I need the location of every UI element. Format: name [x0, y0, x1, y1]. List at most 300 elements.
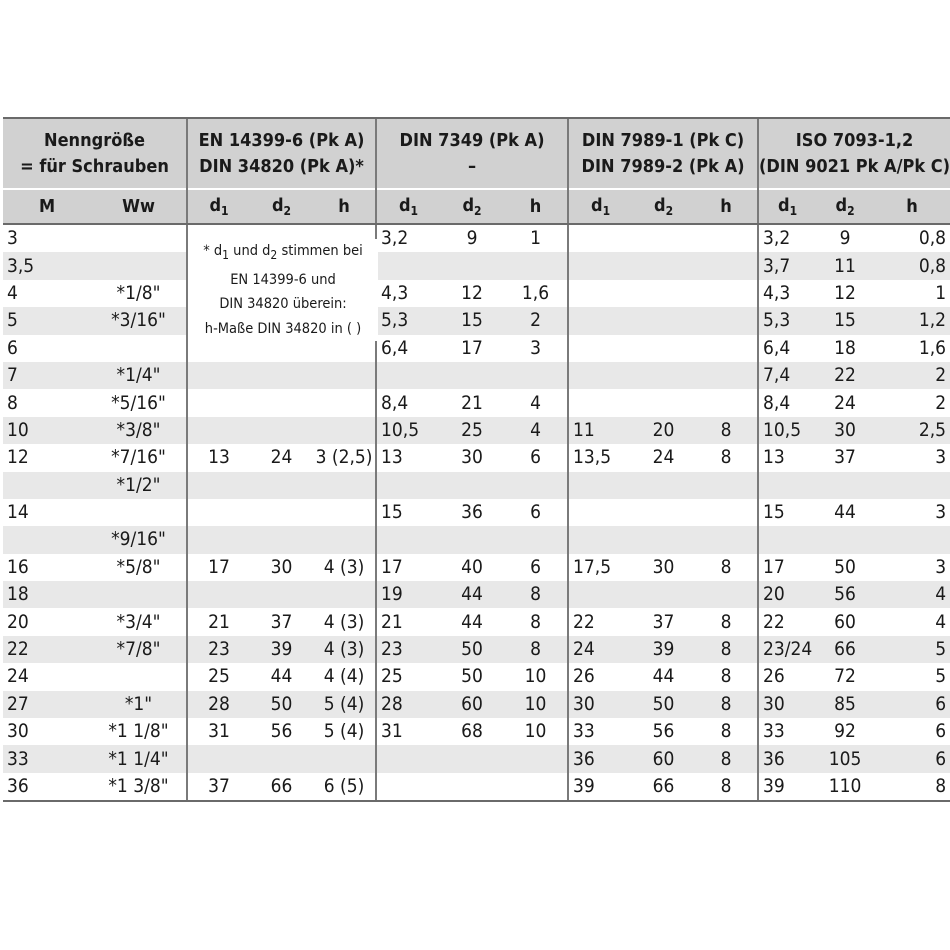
cell-din7989-h: [695, 472, 758, 499]
cell-din7989-d1: [568, 581, 632, 608]
cell-m: 5: [3, 307, 91, 334]
cell-iso-h: 4: [874, 581, 950, 608]
cell-din7989-d2: [632, 335, 695, 362]
cell-din7349-h: 4: [504, 417, 568, 444]
cell-din7989-h: 8: [695, 691, 758, 718]
cell-din7989-h: [695, 280, 758, 307]
cell-m: 36: [3, 773, 91, 801]
cell-iso-h: 3: [935, 446, 947, 469]
table-row: [3, 499, 950, 526]
table-row: [3, 362, 950, 389]
table-row: [3, 691, 950, 718]
cell-ww: *9/16": [91, 526, 187, 553]
cell-iso-h: 4: [935, 610, 947, 633]
cell-iso-d1: 22: [758, 608, 816, 635]
cell-en-d2: [250, 581, 313, 608]
table-row: [3, 417, 950, 444]
cell-en-d1: [187, 499, 250, 526]
cell-en-d1: 25: [187, 663, 250, 690]
cell-din7989-h: 8: [695, 417, 758, 444]
cell-iso-h: 3: [935, 501, 947, 524]
cell-din7349-h: 10: [524, 720, 547, 743]
cell-din7349-h: 3: [530, 336, 541, 359]
cell-iso-d1: 3,7: [758, 252, 816, 279]
cell-ww: [91, 663, 187, 690]
table-row: [3, 554, 950, 581]
cell-din7349-h: 1,6: [521, 281, 550, 304]
subheader-din7989-d1: $d_1$: [568, 189, 632, 224]
cell-iso-d2: 92: [834, 720, 856, 743]
cell-din7349-d2: 44: [461, 610, 483, 633]
cell-iso-h: 5: [874, 636, 950, 663]
cell-din7989-d1: [568, 224, 632, 252]
cell-din7989-d2: 56: [652, 720, 675, 743]
cell-m: 24: [7, 665, 29, 688]
cell-din7349-h: [504, 526, 568, 553]
cell-din7349-d2: 68: [461, 720, 483, 743]
cell-ww: [91, 224, 187, 252]
cell-m: 14: [7, 501, 29, 524]
cell-din7989-d2: [632, 526, 695, 553]
cell-iso-d2: 18: [834, 336, 856, 359]
cell-iso-d2: [816, 472, 874, 499]
washer-dimension-table: [3, 117, 950, 802]
cell-en-d2: 37: [270, 610, 293, 633]
cell-iso-h: 3: [935, 555, 947, 578]
table-row: [3, 608, 950, 635]
cell-din7349-h: 8: [504, 581, 568, 608]
cell-en-h: [313, 526, 376, 553]
cell-en-d2: [250, 362, 313, 389]
cell-ww: *5/16": [111, 391, 166, 414]
cell-din7989-h: 8: [695, 773, 758, 801]
cell-en-d1: [187, 417, 250, 444]
cell-en-d2: 66: [250, 773, 313, 801]
cell-din7989-d2: [632, 224, 695, 252]
cell-din7349-d1: 8,4: [376, 389, 440, 416]
cell-en-d2: [250, 499, 313, 526]
cell-en-d1: [187, 472, 250, 499]
cell-en-h: 4 (3): [313, 636, 376, 663]
cell-din7349-d1: 17: [376, 554, 440, 581]
cell-iso-d1: 13: [758, 444, 816, 471]
cell-din7349-d2: [440, 526, 504, 553]
cell-din7989-d1: 26: [568, 663, 632, 690]
table-row: [3, 718, 950, 745]
cell-en-d2: [250, 745, 313, 772]
cell-m: 3: [7, 227, 18, 250]
cell-en-d2: [250, 417, 313, 444]
cell-iso-d1: 39: [758, 773, 816, 801]
cell-din7349-d1: 4,3: [376, 280, 440, 307]
cell-iso-d1: 8,4: [758, 389, 816, 416]
cell-iso-d1: [758, 526, 816, 553]
cell-iso-d2: 66: [816, 636, 874, 663]
cell-iso-d1: 23/24: [758, 636, 816, 663]
header-din7989: DIN 7989-1 (Pk C) DIN 7989-2 (Pk A): [568, 118, 758, 189]
cell-m: 30: [7, 720, 29, 743]
cell-iso-d1: 6,4: [758, 335, 816, 362]
cell-en-d1: 13: [187, 444, 250, 471]
cell-en-d1: [187, 362, 250, 389]
cell-din7349-d1: 10,5: [376, 417, 440, 444]
cell-en-d1: [187, 581, 250, 608]
cell-en-h: 4 (4): [323, 665, 365, 688]
cell-ww: *1 1/8": [108, 720, 169, 743]
cell-din7989-d1: 39: [568, 773, 632, 801]
cell-en-d2: 56: [270, 720, 293, 743]
cell-din7349-d2: 36: [461, 501, 483, 524]
cell-din7989-d2: 66: [632, 773, 695, 801]
subheader-din7989-d2: $d_2$: [632, 189, 695, 224]
cell-en-d1: 17: [187, 554, 250, 581]
table-row: [3, 280, 950, 307]
cell-ww: [91, 581, 187, 608]
subheader-iso-d2: $d_2$: [816, 189, 874, 224]
cell-din7349-d2: 12: [461, 281, 483, 304]
cell-ww: *1/2": [91, 472, 187, 499]
table-row: [3, 335, 950, 362]
cell-iso-d2: 44: [834, 501, 856, 524]
cell-ww: *3/4": [116, 610, 161, 633]
cell-din7989-d2: 60: [632, 745, 695, 772]
cell-din7349-h: [504, 773, 568, 801]
cell-din7989-h: 8: [720, 610, 732, 633]
cell-din7989-d1: 22: [568, 608, 632, 635]
cell-ww: *1/4": [91, 362, 187, 389]
cell-iso-d1: 17: [758, 554, 816, 581]
cell-iso-h: 0,8: [918, 227, 947, 250]
cell-din7989-d1: [568, 472, 632, 499]
cell-din7349-h: 1: [530, 227, 541, 250]
cell-din7989-h: [695, 307, 758, 334]
subheader-din7349-h: h: [504, 189, 568, 224]
cell-m: 10: [3, 417, 91, 444]
cell-iso-d1: 5,3: [758, 307, 816, 334]
cell-din7989-d2: [632, 581, 695, 608]
cell-din7349-d2: 44: [440, 581, 504, 608]
cell-din7349-h: 6: [530, 501, 541, 524]
cell-din7349-h: 10: [504, 691, 568, 718]
cell-iso-d2: 9: [839, 227, 851, 250]
cell-din7349-d2: [440, 745, 504, 772]
cell-din7989-h: [695, 526, 758, 553]
cell-din7989-h: 8: [720, 446, 732, 469]
cell-m: 8: [7, 391, 18, 414]
cell-din7349-d2: 25: [440, 417, 504, 444]
cell-din7989-d1: [568, 307, 632, 334]
cell-iso-d1: 3,2: [758, 224, 816, 252]
cell-din7349-d1: [376, 252, 440, 279]
cell-din7349-d2: 21: [461, 391, 483, 414]
cell-ww: *3/8": [91, 417, 187, 444]
cell-iso-h: 1: [935, 281, 947, 304]
cell-en-h: 4 (3): [323, 555, 365, 578]
cell-en-h: 5 (4): [313, 691, 376, 718]
cell-din7989-d2: [632, 280, 695, 307]
cell-din7349-d2: [440, 252, 504, 279]
cell-en-h: [313, 389, 376, 416]
cell-iso-d2: 12: [834, 281, 856, 304]
cell-ww: [91, 252, 187, 279]
cell-din7349-d1: 19: [376, 581, 440, 608]
cell-en-h: 4 (3): [323, 610, 365, 633]
cell-din7989-d1: 17,5: [568, 554, 632, 581]
cell-din7989-d1: [568, 362, 632, 389]
cell-ww: *1 1/4": [91, 745, 187, 772]
cell-din7989-h: [695, 499, 758, 526]
cell-iso-d2: 24: [834, 391, 856, 414]
cell-iso-d2: 30: [816, 417, 874, 444]
cell-m: 3,5: [3, 252, 91, 279]
cell-din7349-h: [504, 745, 568, 772]
cell-en-d2: [250, 389, 313, 416]
cell-din7349-d2: 40: [461, 555, 483, 578]
cell-ww: *7/8": [91, 636, 187, 663]
cell-din7989-d2: [632, 472, 695, 499]
cell-m: 33: [3, 745, 91, 772]
subheader-iso-h: h: [874, 189, 950, 224]
cell-din7989-d1: [568, 280, 632, 307]
cell-din7989-h: 8: [695, 636, 758, 663]
cell-iso-d1: 33: [758, 718, 816, 745]
cell-iso-d1: 20: [758, 581, 816, 608]
cell-din7349-d2: 50: [461, 665, 483, 688]
cell-iso-d2: 50: [834, 555, 856, 578]
cell-m: 12: [7, 446, 29, 469]
cell-iso-h: 2,5: [874, 417, 950, 444]
cell-m: 6: [7, 336, 18, 359]
cell-din7349-d2: 60: [440, 691, 504, 718]
header-din7349: DIN 7349 (Pk A) –: [376, 118, 568, 189]
subheader-row: [3, 189, 950, 224]
cell-din7349-d1: 23: [376, 636, 440, 663]
cell-din7349-d1: 13: [376, 444, 440, 471]
cell-din7349-h: 4: [530, 391, 541, 414]
cell-m: 18: [3, 581, 91, 608]
cell-iso-d2: 15: [816, 307, 874, 334]
cell-din7989-d1: 33: [568, 718, 632, 745]
table-row: [3, 252, 950, 279]
header-nenngroesse: Nenngröße = für Schrauben: [3, 118, 187, 189]
subheader-en-d1: $d_1$: [187, 189, 250, 224]
cell-en-d2: 44: [270, 665, 293, 688]
cell-din7349-d2: 15: [440, 307, 504, 334]
cell-en-h: [313, 499, 376, 526]
cell-iso-d2: 105: [816, 745, 874, 772]
cell-iso-h: 2: [935, 391, 947, 414]
table-row: [3, 526, 950, 553]
cell-en-d1: [187, 526, 250, 553]
cell-en-d2: 50: [250, 691, 313, 718]
cell-en-h: [313, 472, 376, 499]
cell-din7989-d1: [568, 389, 632, 416]
cell-din7989-d2: 30: [652, 555, 675, 578]
cell-iso-h: 1,6: [918, 336, 947, 359]
cell-din7989-d2: 20: [632, 417, 695, 444]
cell-iso-d1: 15: [758, 499, 816, 526]
table-row: [3, 472, 950, 499]
cell-din7989-d1: 13,5: [568, 444, 632, 471]
cell-iso-d2: 72: [834, 665, 856, 688]
cell-iso-h: 8: [874, 773, 950, 801]
cell-din7349-d1: [376, 362, 440, 389]
table-body: [3, 224, 950, 801]
cell-ww: *5/8": [116, 555, 161, 578]
cell-en-d2: [250, 526, 313, 553]
cell-din7989-d1: [568, 335, 632, 362]
table-row: [3, 745, 950, 772]
cell-din7349-d1: 25: [376, 663, 440, 690]
cell-iso-d2: [816, 526, 874, 553]
cell-iso-h: 5: [935, 665, 947, 688]
cell-din7989-d1: [568, 499, 632, 526]
table-row: [3, 389, 950, 416]
cell-din7989-d2: [632, 362, 695, 389]
cell-din7989-d1: [568, 252, 632, 279]
cell-din7349-h: 8: [504, 636, 568, 663]
cell-m: 22: [3, 636, 91, 663]
cell-m: 27: [3, 691, 91, 718]
cell-din7989-h: [695, 224, 758, 252]
cell-iso-d2: 56: [816, 581, 874, 608]
cell-din7989-h: 8: [720, 720, 732, 743]
cell-en-h: 5 (4): [323, 720, 365, 743]
cell-ww: *1": [91, 691, 187, 718]
cell-din7349-d2: [440, 362, 504, 389]
cell-iso-d1: 10,5: [758, 417, 816, 444]
cell-din7349-d1: 15: [376, 499, 440, 526]
cell-en-d2: 30: [270, 555, 293, 578]
cell-m: [3, 472, 91, 499]
cell-en-h: 3 (2,5): [315, 446, 373, 469]
cell-din7989-d2: [632, 252, 695, 279]
cell-din7989-d2: 24: [652, 446, 675, 469]
cell-ww: [91, 335, 187, 362]
cell-din7349-h: 6: [530, 555, 541, 578]
cell-m: 7: [3, 362, 91, 389]
cell-din7989-d2: [632, 307, 695, 334]
cell-iso-h: 6: [935, 720, 947, 743]
cell-din7349-d1: [376, 526, 440, 553]
subheader-en-d2: $d_2$: [250, 189, 313, 224]
cell-din7989-h: [695, 252, 758, 279]
cell-en-d1: 23: [187, 636, 250, 663]
cell-iso-d1: 26: [758, 663, 816, 690]
cell-en-d1: 28: [187, 691, 250, 718]
cell-m: [3, 526, 91, 553]
cell-iso-h: 6: [874, 691, 950, 718]
cell-iso-d2: 22: [816, 362, 874, 389]
cell-en-h: 6 (5): [313, 773, 376, 801]
cell-din7349-h: 8: [530, 610, 541, 633]
cell-din7349-d1: 3,2: [376, 224, 440, 252]
subheader-din7349-d2: $d_2$: [440, 189, 504, 224]
cell-din7349-d2: 30: [461, 446, 483, 469]
subheader-m: M: [3, 189, 91, 224]
cell-din7349-h: [504, 362, 568, 389]
cell-iso-h: [874, 472, 950, 499]
cell-iso-d2: 85: [816, 691, 874, 718]
cell-din7349-d2: [440, 472, 504, 499]
cell-din7349-h: 6: [530, 446, 541, 469]
table-row: [3, 663, 950, 690]
cell-m: 4: [7, 281, 18, 304]
cell-ww: *3/16": [91, 307, 187, 334]
cell-iso-d2: 11: [816, 252, 874, 279]
cell-en-d2: [250, 472, 313, 499]
table-row: [3, 444, 950, 471]
cell-ww: *1/8": [116, 281, 161, 304]
cell-din7349-h: [504, 252, 568, 279]
cell-din7349-d1: 31: [376, 718, 440, 745]
subheader-din7989-h: h: [695, 189, 758, 224]
cell-din7989-h: 8: [720, 665, 732, 688]
cell-m: 20: [7, 610, 29, 633]
cell-din7349-d1: 21: [376, 608, 440, 635]
cell-din7349-h: 10: [524, 665, 547, 688]
cell-iso-h: 1,2: [874, 307, 950, 334]
cell-din7989-h: 8: [695, 745, 758, 772]
cell-din7989-d1: 24: [568, 636, 632, 663]
cell-din7989-h: [695, 335, 758, 362]
cell-din7989-d1: 30: [568, 691, 632, 718]
cell-iso-h: 0,8: [874, 252, 950, 279]
cell-din7989-d2: 50: [632, 691, 695, 718]
cell-en-d2: 24: [270, 446, 293, 469]
cell-en-d2: 39: [250, 636, 313, 663]
cell-din7349-d1: [376, 773, 440, 801]
cell-din7989-d2: 44: [652, 665, 675, 688]
cell-din7349-d2: 50: [440, 636, 504, 663]
cell-iso-d2: 37: [834, 446, 856, 469]
cell-ww: *7/16": [111, 446, 166, 469]
cell-din7989-d2: [632, 389, 695, 416]
cell-iso-d1: 4,3: [758, 280, 816, 307]
table-row: [3, 581, 950, 608]
cell-din7989-h: [695, 389, 758, 416]
cell-iso-h: 2: [874, 362, 950, 389]
cell-en-d1: 21: [187, 608, 250, 635]
cell-din7989-d2: 39: [632, 636, 695, 663]
cell-iso-h: 6: [874, 745, 950, 772]
cell-iso-d1: 30: [758, 691, 816, 718]
cell-din7349-d1: 5,3: [376, 307, 440, 334]
cell-iso-h: [874, 526, 950, 553]
cell-din7989-d2: 37: [652, 610, 675, 633]
cell-en-h: [313, 362, 376, 389]
cell-din7989-h: [695, 362, 758, 389]
header-en14399: EN 14399-6 (Pk A) DIN 34820 (Pk A)*: [187, 118, 376, 189]
table-row: [3, 307, 950, 334]
cell-din7349-h: [504, 472, 568, 499]
cell-en-d1: [187, 224, 363, 337]
cell-din7349-d1: 6,4: [376, 335, 440, 362]
cell-en-h: [313, 417, 376, 444]
cell-din7989-h: 8: [720, 555, 732, 578]
footnote: * $d_1$ und $d_2$ stimmen bei EN 14399-6 und DIN 34820 überein: h-Maße DIN 34820 in ( ): [188, 239, 378, 341]
cell-iso-d2: 60: [834, 610, 856, 633]
cell-din7989-d1: 36: [568, 745, 632, 772]
cell-iso-d2: 110: [816, 773, 874, 801]
cell-iso-d1: [758, 472, 816, 499]
cell-en-d1: 31: [187, 718, 250, 745]
subheader-ww: Ww: [91, 189, 187, 224]
table-row: [3, 773, 950, 801]
table-row: [3, 636, 950, 663]
cell-din7989-d1: 11: [568, 417, 632, 444]
cell-din7349-d2: 9: [466, 227, 478, 250]
